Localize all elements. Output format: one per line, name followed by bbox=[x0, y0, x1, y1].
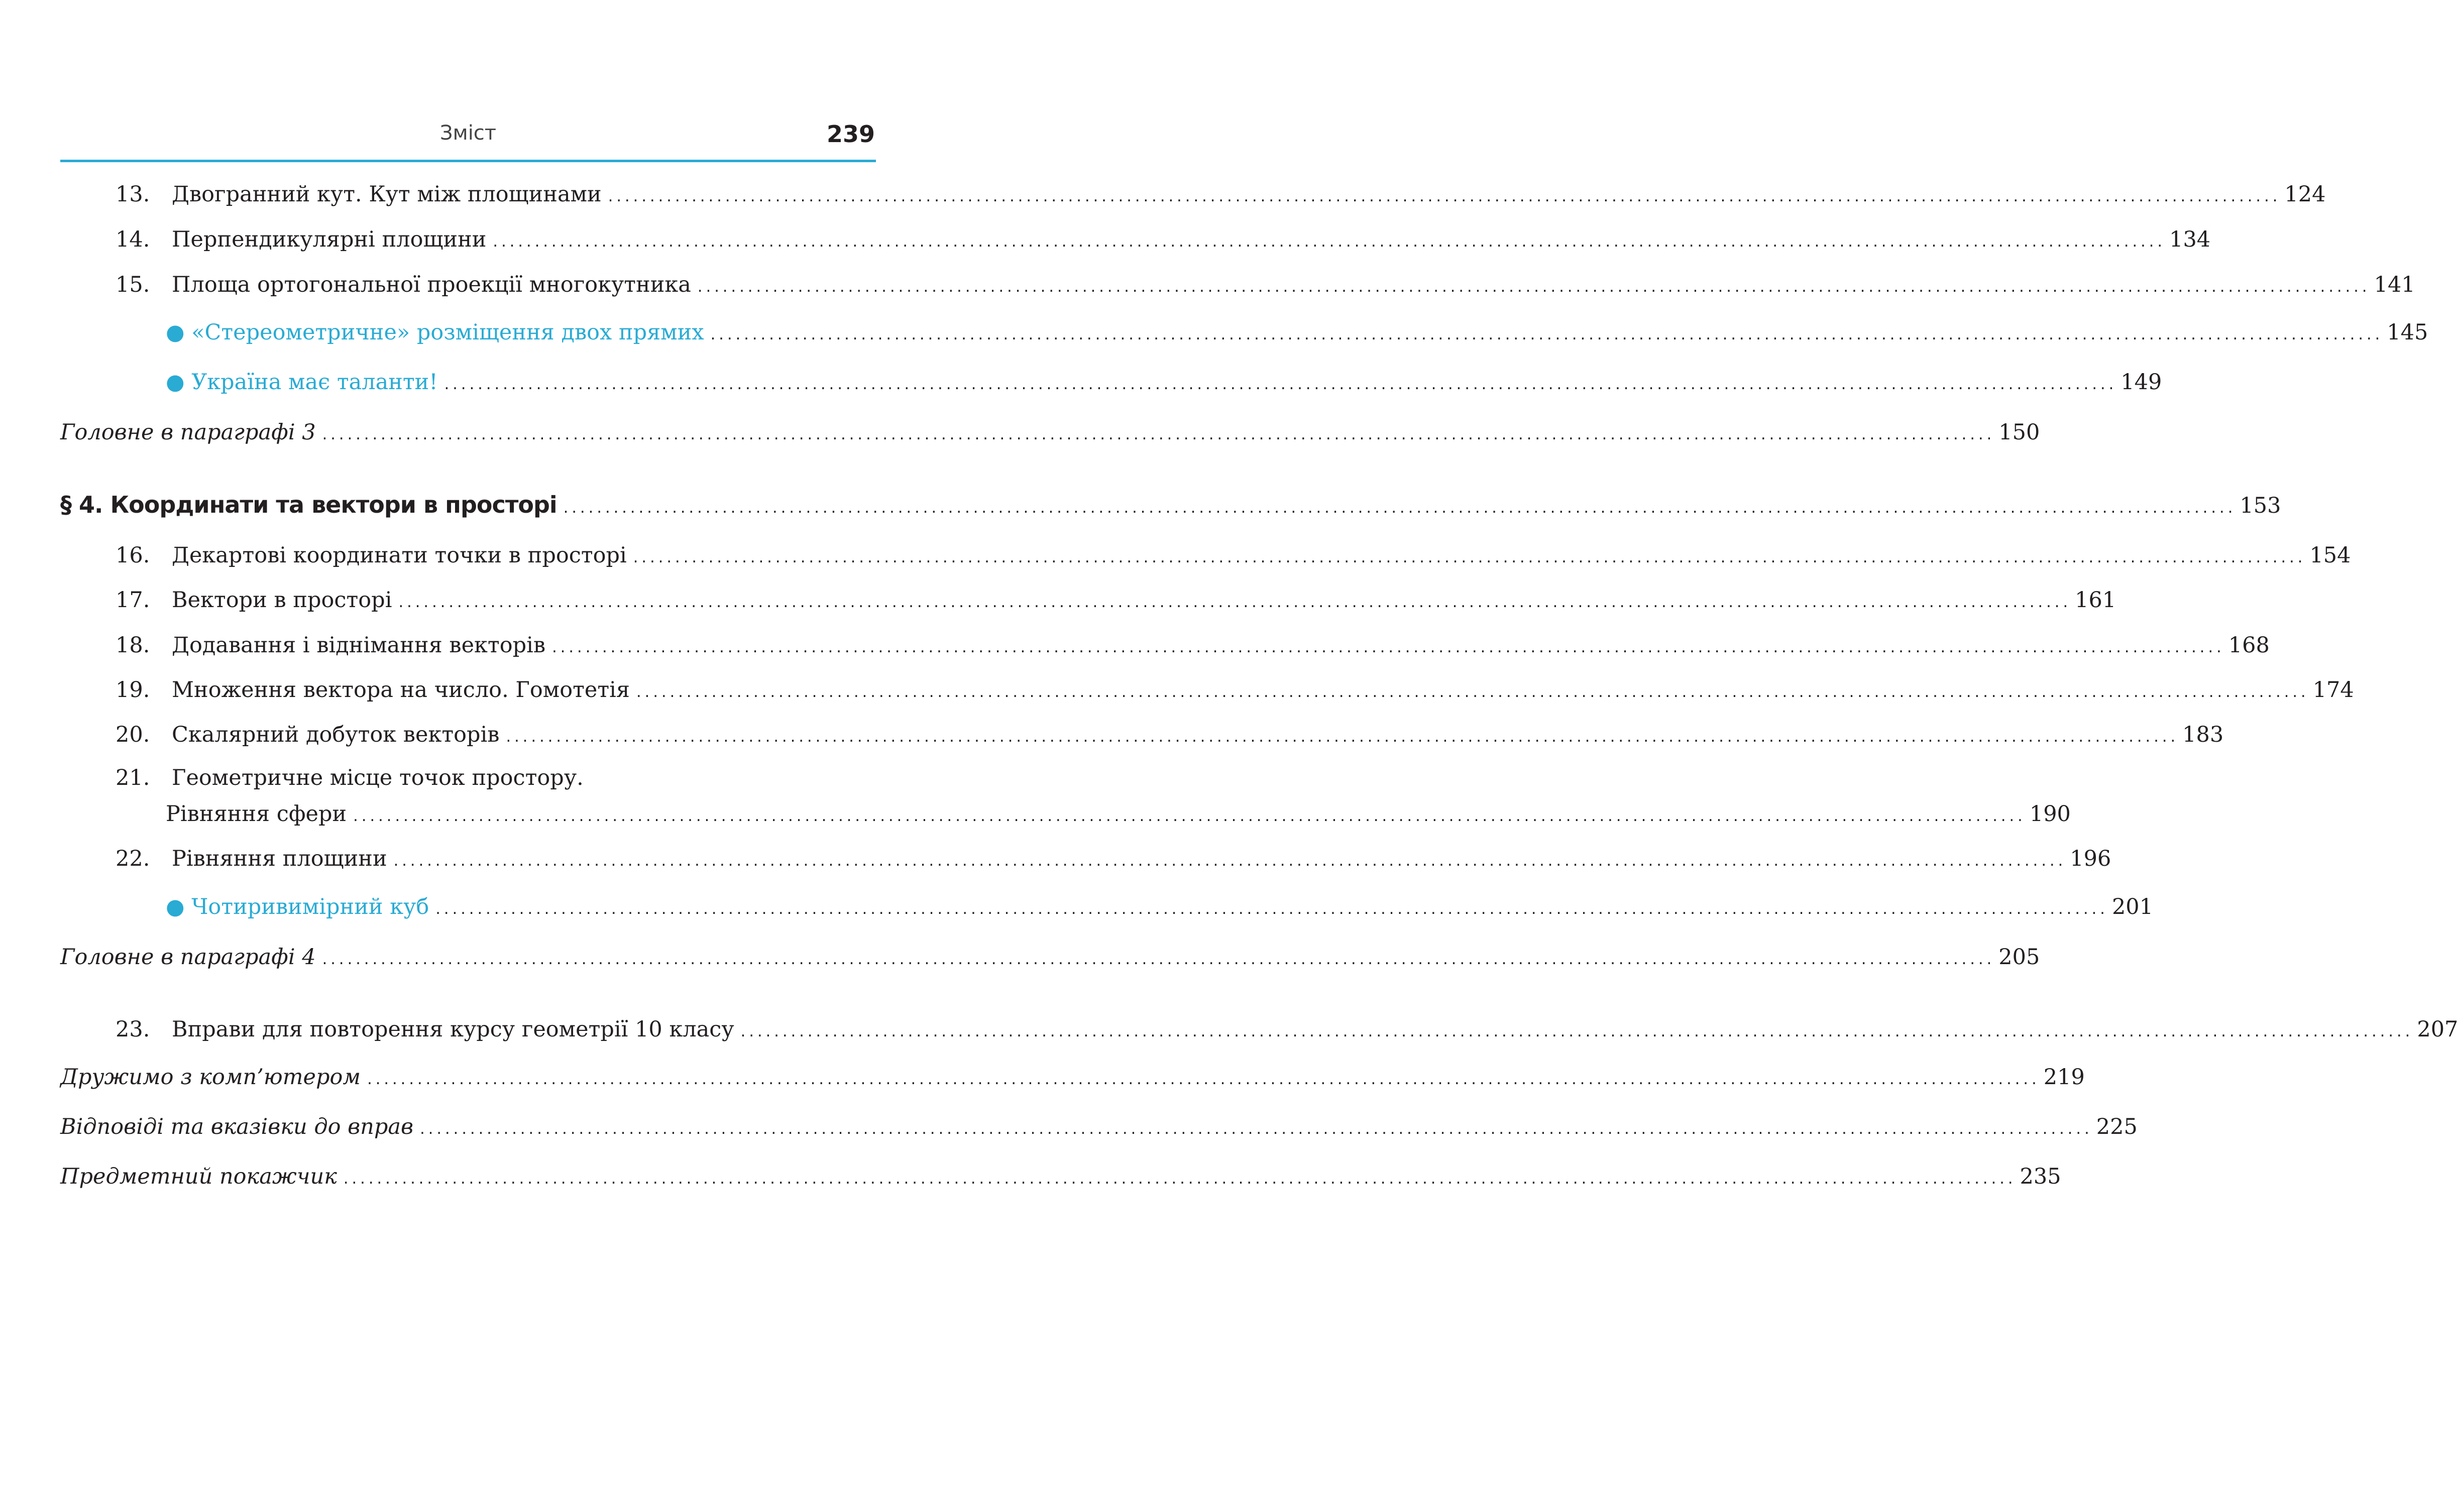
toc-entry-13[interactable] bbox=[60, 182, 2326, 212]
entry-page: 205 bbox=[1998, 945, 2040, 970]
entry-page: 161 bbox=[2075, 588, 2116, 613]
toc-entry-14[interactable] bbox=[60, 227, 2211, 257]
toc-section-4[interactable] bbox=[60, 491, 2281, 521]
entry-title: Скалярний добуток векторів bbox=[172, 722, 500, 747]
entry-title: Головне в параграфі 4 bbox=[60, 945, 316, 970]
entry-number: 13. bbox=[116, 182, 150, 207]
entry-page: 183 bbox=[2182, 722, 2224, 747]
dot-leader: ........................................................................................................................................................................................................ bbox=[352, 809, 2025, 825]
entry-page: 190 bbox=[2029, 801, 2071, 827]
entry-title: Відповіді та вказівки до вправ bbox=[60, 1114, 414, 1139]
dot-leader: ........................................................................................................................................................................................................ bbox=[709, 328, 2382, 343]
toc-summary-4[interactable] bbox=[60, 945, 2040, 975]
toc-entry-18[interactable] bbox=[60, 633, 2270, 663]
entry-page: 168 bbox=[2228, 633, 2270, 658]
entry-number: 23. bbox=[116, 1017, 150, 1042]
entry-page: 154 bbox=[2309, 543, 2351, 568]
entry-page: 153 bbox=[2240, 493, 2281, 518]
entry-title: Головне в параграфі 3 bbox=[60, 420, 316, 445]
dot-leader: ........................................................................................................................................................................................................ bbox=[504, 730, 2178, 745]
entry-page: 141 bbox=[2374, 272, 2415, 297]
dot-leader: ........................................................................................................................................................................................................ bbox=[434, 902, 2107, 917]
entry-page: 124 bbox=[2284, 182, 2326, 207]
entry-number: 17. bbox=[116, 588, 150, 613]
entry-number: 16. bbox=[116, 543, 150, 568]
toc-summary-3[interactable] bbox=[60, 420, 2040, 450]
dot-leader: ........................................................................................................................................................................................................ bbox=[342, 1172, 2015, 1187]
toc-entry-19[interactable] bbox=[60, 677, 2354, 708]
running-title: Зміст bbox=[439, 122, 497, 145]
page-number: 239 bbox=[826, 121, 875, 148]
entry-page: 235 bbox=[2020, 1164, 2061, 1189]
entry-title: Додавання і віднімання векторів bbox=[172, 633, 546, 658]
entry-title: Площа ортогональної проекції многокутника bbox=[172, 272, 691, 297]
entry-title: Перпендикулярні площини bbox=[172, 227, 487, 252]
toc-entry-16[interactable] bbox=[60, 543, 2351, 573]
dot-leader: ........................................................................................................................................................................................................ bbox=[392, 854, 2065, 869]
entry-title: Рівняння площини bbox=[172, 846, 387, 871]
entry-page: 174 bbox=[2312, 677, 2354, 703]
dot-leader: ........................................................................................................................................................................................................ bbox=[442, 378, 2116, 393]
entry-title: ● Україна має таланти! bbox=[166, 370, 438, 395]
entry-title: Декартові координати точки в просторі bbox=[172, 543, 627, 568]
entry-page: 145 bbox=[2387, 320, 2428, 345]
entry-page: 149 bbox=[2120, 370, 2162, 395]
toc-bullet-4d-cube[interactable] bbox=[60, 894, 2154, 924]
entry-page: 201 bbox=[2111, 894, 2154, 919]
entry-title: ● «Стереометричне» розміщення двох прямих bbox=[166, 320, 704, 345]
toc-entry-21-line1[interactable] bbox=[60, 765, 584, 790]
dot-leader: ........................................................................................................................................................................................................ bbox=[366, 1073, 2039, 1088]
toc-entry-21[interactable] bbox=[60, 801, 2071, 832]
toc-entry-17[interactable] bbox=[60, 588, 2116, 618]
toc-computer[interactable] bbox=[60, 1065, 2085, 1095]
entry-page: 150 bbox=[1998, 420, 2040, 445]
entry-title: Двогранний кут. Кут між площинами bbox=[172, 182, 602, 207]
entry-number: 22. bbox=[116, 846, 150, 871]
section-title: § 4. Координати та вектори в просторі bbox=[60, 491, 557, 518]
entry-title: ● Чотиривимірний куб bbox=[166, 894, 429, 919]
entry-page: 219 bbox=[2043, 1065, 2085, 1090]
dot-leader: ........................................................................................................................................................................................................ bbox=[606, 190, 2280, 205]
entry-title: Вектори в просторі bbox=[172, 588, 392, 613]
dot-leader: ........................................................................................................................................................................................................ bbox=[635, 685, 2308, 701]
dot-leader: ........................................................................................................................................................................................................ bbox=[631, 551, 2305, 566]
entry-number: 15. bbox=[116, 272, 150, 297]
toc-bullet-talents[interactable] bbox=[60, 370, 2162, 400]
entry-title: Предметний покажчик bbox=[60, 1164, 337, 1189]
entry-page: 207 bbox=[2417, 1017, 2458, 1042]
dot-leader: ........................................................................................................................................................................................................ bbox=[696, 280, 2369, 295]
toc-answers[interactable] bbox=[60, 1114, 2138, 1144]
dot-leader: ........................................................................................................................................................................................................ bbox=[550, 641, 2223, 656]
entry-title: Множення вектора на число. Гомотетія bbox=[172, 677, 630, 703]
dot-leader: ........................................................................................................................................................................................................ bbox=[320, 428, 1994, 443]
toc-entry-23[interactable] bbox=[60, 1017, 2458, 1047]
entry-title-cont: Рівняння сфери bbox=[166, 801, 347, 827]
entry-title: Дружимо з комп’ютером bbox=[60, 1065, 361, 1090]
entry-number: 21. bbox=[116, 765, 150, 790]
dot-leader: ........................................................................................................................................................................................................ bbox=[739, 1025, 2412, 1040]
dot-leader: ........................................................................................................................................................................................................ bbox=[562, 501, 2235, 516]
entry-title: Геометричне місце точок простору. bbox=[172, 765, 584, 790]
dot-leader: ........................................................................................................................................................................................................ bbox=[491, 235, 2165, 250]
entry-number: 19. bbox=[116, 677, 150, 703]
toc-index[interactable] bbox=[60, 1164, 2061, 1194]
dot-leader: ........................................................................................................................................................................................................ bbox=[320, 953, 1994, 968]
toc-entry-22[interactable] bbox=[60, 846, 2111, 876]
dot-leader: ........................................................................................................................................................................................................ bbox=[418, 1122, 2091, 1137]
entry-number: 20. bbox=[116, 722, 150, 747]
entry-title: Вправи для повторення курсу геометрії 10 класу bbox=[172, 1017, 734, 1042]
toc-bullet-stereometric[interactable] bbox=[60, 320, 2428, 350]
page-header bbox=[60, 120, 876, 162]
entry-page: 225 bbox=[2096, 1114, 2138, 1139]
entry-number: 18. bbox=[116, 633, 150, 658]
toc-entry-15[interactable] bbox=[60, 272, 2415, 302]
toc-entry-20[interactable] bbox=[60, 722, 2224, 752]
entry-page: 196 bbox=[2070, 846, 2111, 871]
dot-leader: ........................................................................................................................................................................................................ bbox=[397, 596, 2070, 611]
entry-number: 14. bbox=[116, 227, 150, 252]
entry-page: 134 bbox=[2169, 227, 2211, 252]
